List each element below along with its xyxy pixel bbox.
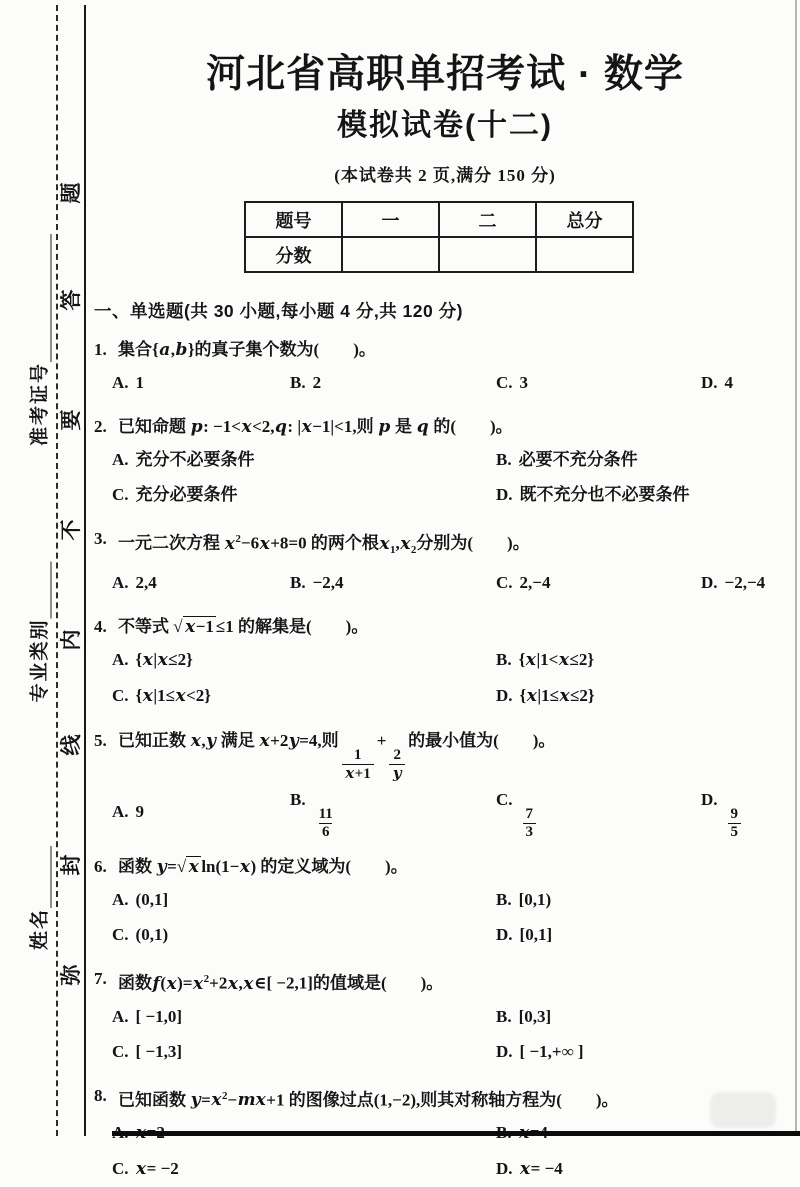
score-table-cell: 一 [342, 202, 439, 237]
option-A [112, 365, 290, 400]
seal-char: 内 [59, 629, 83, 651]
question-number: 1. [94, 340, 107, 359]
question-stem-text: 不等式 √ x−1 ≤1 的解集是( )。 [118, 617, 369, 638]
question-stem [94, 412, 796, 442]
option-D [496, 1034, 796, 1069]
paper-info: (本试卷共 2 页,满分 150 分) [334, 166, 556, 185]
seal-label-2 [25, 846, 52, 950]
option-text: −2,−4 [724, 573, 766, 593]
option-A [112, 565, 290, 600]
option-label: D. [701, 373, 718, 392]
paper-title: 河北省高职单招考试 · 数学 [206, 53, 684, 96]
option-text: 2,4 [135, 573, 157, 593]
option-label: D. [701, 790, 718, 810]
option-text: 2,−4 [519, 573, 551, 593]
option-A [112, 999, 496, 1034]
seal-label-underline [36, 234, 52, 362]
question-stem [94, 1081, 796, 1116]
option-D [496, 1151, 796, 1187]
seal-char: 线 [59, 734, 83, 756]
option-C [112, 678, 496, 714]
option-C [112, 1151, 496, 1187]
question-options [94, 642, 796, 714]
option-label: B. [496, 890, 512, 910]
question-stem [94, 612, 796, 642]
section-heading: 一、单选题(共 30 小题,每小题 4 分,共 120 分) [94, 301, 463, 321]
option-C [112, 477, 496, 512]
option-text: −2,4 [312, 573, 344, 593]
score-table-cell [439, 237, 536, 272]
question-4 [94, 612, 796, 714]
option-text: (0,1] [135, 890, 169, 910]
option-text: x= −2 [136, 1159, 179, 1180]
option-B [290, 782, 496, 840]
question-stem [94, 964, 796, 999]
option-C [112, 1034, 496, 1069]
option-label: C. [112, 686, 129, 706]
option-text: 4 [724, 373, 734, 392]
score-table-cell [342, 237, 439, 272]
option-B [496, 882, 796, 917]
option-label: A. [112, 650, 129, 670]
option-text: $\frac{7}{3}$ [520, 790, 540, 809]
question-number: 8. [94, 1085, 107, 1105]
option-D [496, 477, 796, 512]
option-text: [ −1,+∞ ] [519, 1041, 584, 1061]
option-label: A. [112, 890, 129, 910]
option-D [701, 365, 796, 400]
option-text: 充分不必要条件 [135, 450, 255, 469]
option-label: A. [112, 1006, 129, 1026]
question-3 [94, 524, 796, 600]
question-options [94, 442, 796, 512]
option-text: [ −1,0] [135, 1006, 183, 1026]
question-stem-text: 集合{a,b}的真子集个数为( )。 [118, 340, 376, 360]
option-C [496, 565, 701, 600]
option-text: 2 [312, 373, 322, 392]
seal-char: 封 [59, 854, 83, 876]
option-text: {x|1≤x≤2} [519, 686, 595, 707]
page-edge-shadow [795, 0, 797, 1136]
scanner-watermark [710, 1092, 776, 1128]
option-label: A. [112, 450, 129, 469]
option-label: B. [290, 373, 306, 392]
option-label: C. [496, 790, 513, 810]
seal-char: 弥 [59, 964, 83, 986]
option-text: 3 [519, 373, 529, 392]
score-table-cell: 分数 [245, 237, 342, 272]
option-label: C. [496, 373, 513, 392]
seal-label-0 [25, 234, 52, 446]
seal-label-text: 姓名 [29, 907, 51, 951]
seal-char: 答 [59, 289, 83, 311]
option-label: B. [496, 650, 512, 670]
option-label: D. [496, 1159, 513, 1179]
question-stem [94, 335, 796, 365]
option-label: D. [496, 485, 513, 504]
option-label: B. [496, 450, 512, 469]
option-B [496, 642, 796, 678]
question-stem [94, 852, 796, 882]
seal-char: 不 [59, 519, 83, 541]
question-number: 2. [94, 417, 107, 436]
option-text: 既不充分也不必要条件 [519, 485, 690, 504]
paper-subtitle: 模拟试卷(十二) [337, 109, 553, 142]
option-label: D. [496, 925, 513, 945]
option-B [290, 565, 496, 600]
question-number: 6. [94, 857, 107, 877]
option-text: [ −1,3] [135, 1041, 183, 1061]
question-stem-text: 函数 y=√ x ln(1−x) 的定义域为( )。 [118, 857, 408, 878]
seal-label-text: 准考证号 [29, 361, 51, 447]
question-2 [94, 412, 796, 512]
option-text: $\frac{11}{6}$ [318, 806, 333, 840]
score-table-cell: 题号 [245, 202, 342, 237]
option-D [701, 782, 796, 840]
score-table-header-row [245, 202, 633, 237]
option-A [112, 882, 496, 917]
option-label: B. [496, 1006, 512, 1026]
option-C [496, 365, 701, 400]
option-label: B. [290, 790, 306, 810]
option-text: (0,1) [135, 925, 169, 945]
option-C [112, 917, 496, 952]
option-D [496, 917, 796, 952]
option-text: [0,1] [519, 925, 553, 945]
question-options [94, 565, 796, 600]
question-options [94, 365, 796, 400]
option-label: C. [496, 573, 513, 593]
seal-label-underline [36, 846, 52, 908]
option-label: D. [701, 573, 718, 593]
option-A [112, 642, 496, 678]
question-options [94, 1115, 796, 1187]
question-stem [94, 726, 796, 782]
option-label: A. [112, 573, 129, 593]
option-text: 充分必要条件 [135, 485, 238, 504]
score-table-score-row [245, 237, 633, 272]
option-label: D. [496, 686, 513, 706]
option-label: C. [112, 925, 129, 945]
exam-content [86, 0, 800, 1180]
score-table-cell [536, 237, 633, 272]
question-6 [94, 852, 796, 952]
score-table-cell: 总分 [536, 202, 633, 237]
seal-label-underline [36, 561, 52, 618]
option-D [496, 678, 796, 714]
option-label: B. [290, 573, 306, 593]
option-text: {x|x≤2} [135, 650, 193, 671]
question-1 [94, 335, 796, 400]
option-C [496, 782, 701, 840]
option-text: 9 [135, 801, 145, 821]
option-A [112, 442, 496, 477]
option-text: [0,3] [518, 1006, 552, 1026]
question-number: 7. [94, 969, 107, 989]
question-stem-text: 已知命题 p: −1<x<2,q: |x−1|<1,则 p 是 q 的( )。 [118, 417, 513, 437]
question-stem-text: 一元二次方程 $x^2-6x+8=0$ 的两个根$x_1,x_2$分别为( )。 [118, 533, 530, 557]
option-label: A. [112, 801, 129, 821]
option-A [112, 794, 290, 829]
question-options [94, 782, 796, 840]
option-label: A. [112, 373, 129, 392]
option-text: 必要不充分条件 [518, 450, 638, 469]
question-stem-text: 已知正数 x,y 满足 x+2y=4,则 $\frac{1}{x+1}$ + $\frac{2}{y}$ 的最小值为( )。 [118, 731, 556, 782]
question-number: 5. [94, 731, 107, 751]
option-text: x= −4 [520, 1159, 563, 1180]
seal-char: 要 [59, 409, 83, 431]
option-text: 1 [135, 373, 145, 392]
question-options [94, 882, 796, 952]
option-label: C. [112, 1041, 129, 1061]
question-list [94, 335, 796, 1187]
option-D [701, 565, 796, 600]
question-stem-text: 已知函数 $y=x^2-mx+1$ 的图像过点(1,−2),则其对称轴方程为( )。 [118, 1089, 619, 1111]
seal-label-text: 专业类别 [29, 618, 51, 703]
option-text: {x|1≤x<2} [135, 686, 211, 707]
score-table [244, 201, 634, 273]
option-B [496, 999, 796, 1034]
scan-edge-bar [112, 1131, 800, 1136]
seal-label-1 [25, 561, 52, 702]
seal-char: 题 [59, 182, 83, 204]
question-number: 4. [94, 617, 107, 637]
option-label: C. [112, 485, 129, 504]
option-B [290, 365, 496, 400]
question-stem [94, 524, 796, 565]
option-label: D. [496, 1041, 513, 1061]
option-B [496, 442, 796, 477]
option-text: {x|1<x≤2} [518, 650, 595, 671]
score-table-cell: 二 [439, 202, 536, 237]
question-number: 3. [94, 529, 107, 548]
question-stem-text: 函数$f(x)=x^2+2x,x\in[ -2,1]$的值域是( )。 [118, 973, 444, 994]
question-5 [94, 726, 796, 840]
question-options [94, 999, 796, 1069]
option-text: [0,1) [518, 890, 552, 910]
question-7 [94, 964, 796, 1069]
option-label: C. [112, 1159, 129, 1179]
option-text: $\frac{9}{5}$ [725, 790, 745, 809]
